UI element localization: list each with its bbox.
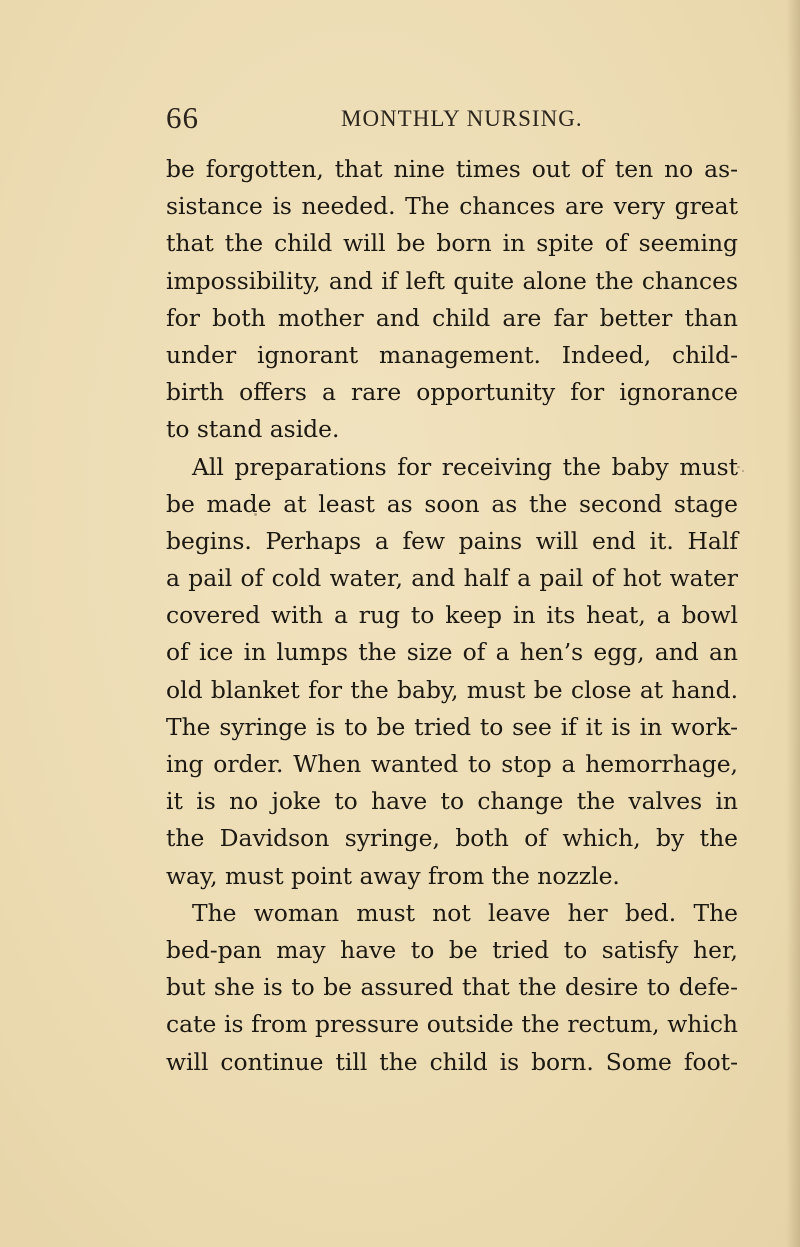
- text-line: it is no joke to have to change the valves in: [166, 787, 738, 816]
- paragraph-start-line: All preparations for receiving the baby must: [192, 452, 738, 481]
- text-line: be made at least as soon as the second stage: [166, 489, 738, 518]
- paper-speck: [737, 466, 740, 468]
- text-line: ing order. When wanted to stop a hemorrhage,: [166, 750, 738, 778]
- text-line: covered with a rug to keep in its heat, a bowl: [166, 601, 738, 630]
- page-number: 66: [166, 100, 199, 135]
- paper-speck: [254, 513, 257, 516]
- text-line: birth offers a rare opportunity for ignorance: [166, 378, 738, 407]
- text-line: be forgotten, that nine times out of ten no as-: [166, 155, 738, 183]
- text-line: that the child will be born in spite of seeming: [166, 229, 738, 258]
- text-line: will continue till the child is born. Some foot-: [166, 1047, 738, 1076]
- text-line: but she is to be assured that the desire to defe-: [166, 973, 738, 1002]
- running-head: MONTHLY NURSING.: [341, 106, 583, 131]
- text-line: sistance is needed. The chances are very great: [166, 192, 738, 221]
- text-line: the Davidson syringe, both of which, by the: [166, 824, 738, 853]
- text-line: to stand aside.: [166, 415, 340, 444]
- text-line: cate is from pressure outside the rectum, which: [166, 1010, 738, 1039]
- paragraph-start-line: The woman must not leave her bed. The: [192, 898, 738, 927]
- page-header: [166, 100, 746, 140]
- text-line: bed-pan may have to be tried to satisfy her,: [166, 935, 738, 964]
- text-line: impossibility, and if left quite alone the chances: [166, 266, 738, 295]
- body-text: [166, 151, 738, 1081]
- text-line: a pail of cold water, and half a pail of hot water: [166, 564, 738, 593]
- text-line: way, must point away from the nozzle.: [166, 861, 620, 890]
- text-line: of ice in lumps the size of a hen’s egg, and an: [166, 638, 738, 667]
- page-edge-shadow: [786, 0, 800, 1247]
- text-line: under ignorant management. Indeed, child-: [166, 340, 738, 369]
- text-line: old blanket for the baby, must be close at hand.: [166, 675, 738, 704]
- text-line: for both mother and child are far better than: [166, 303, 738, 332]
- paper-speck: [742, 470, 744, 472]
- text-line: The syringe is to be tried to see if it is in work-: [166, 712, 738, 741]
- text-line: begins. Perhaps a few pains will end it. Half: [166, 526, 738, 555]
